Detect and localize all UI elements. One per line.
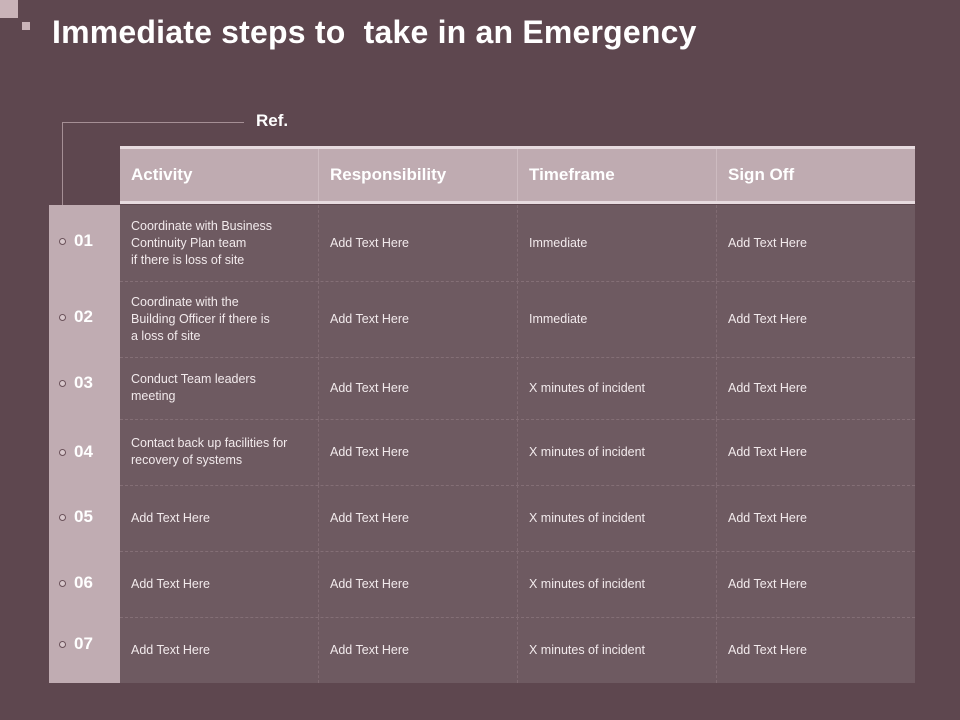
bullet-circle-icon [59,449,66,456]
activity-cell: Contact back up facilities for recovery of systems [120,419,319,485]
activity-cell: Coordinate with Business Continuity Plan team if there is loss of site [120,205,319,281]
activity-cell: Add Text Here [120,617,319,683]
timeframe-cell: Immediate [518,205,717,281]
ref-number: 04 [74,442,93,461]
ref-item [49,634,120,658]
corner-decoration-small [22,22,30,30]
bullet-circle-icon [59,314,66,321]
ref-item [49,573,120,597]
header-timeframe: Timeframe [518,149,717,201]
activity-cell: Add Text Here [120,551,319,617]
ref-label: Ref. [256,111,289,130]
corner-decoration-large [0,0,18,18]
signoff-cell: Add Text Here [728,444,807,459]
activity-cell: Conduct Team leaders meeting [120,357,319,419]
responsibility-cell: Add Text Here [319,485,518,551]
bullet-circle-icon [59,238,66,245]
timeframe-cell: Immediate [518,281,717,357]
signoff-cell: Add Text Here [728,510,807,525]
header-sign-off: Sign Off [728,165,795,184]
header-activity: Activity [120,149,319,201]
timeframe-cell: X minutes of incident [518,419,717,485]
table-row [120,617,915,683]
timeframe-cell: X minutes of incident [518,485,717,551]
timeframe-cell: X minutes of incident [518,617,717,683]
table-row [120,551,915,617]
ref-item [49,231,120,255]
ref-item [49,442,120,466]
signoff-cell: Add Text Here [728,235,807,250]
signoff-cell: Add Text Here [728,311,807,326]
timeframe-cell: X minutes of incident [518,551,717,617]
responsibility-cell: Add Text Here [319,205,518,281]
table-row [120,205,915,281]
ref-column [49,205,120,683]
ref-number: 02 [74,307,93,326]
responsibility-cell: Add Text Here [319,551,518,617]
responsibility-cell: Add Text Here [319,281,518,357]
table-row [120,281,915,357]
table-header [120,146,915,204]
ref-number: 07 [74,634,93,653]
table-row [120,357,915,419]
table-body [120,205,915,683]
signoff-cell: Add Text Here [728,642,807,657]
responsibility-cell: Add Text Here [319,617,518,683]
signoff-cell: Add Text Here [728,380,807,395]
ref-item [49,507,120,531]
page-title: Immediate steps to take in an Emergency [52,14,697,50]
bullet-circle-icon [59,514,66,521]
ref-number: 05 [74,507,93,526]
ref-number: 01 [74,231,93,250]
header-responsibility: Responsibility [319,149,518,201]
bullet-circle-icon [59,641,66,648]
responsibility-cell: Add Text Here [319,419,518,485]
ref-item [49,307,120,331]
table-row [120,485,915,551]
table-row [120,419,915,485]
ref-connector-vertical [62,122,63,206]
signoff-cell: Add Text Here [728,576,807,591]
bullet-circle-icon [59,380,66,387]
timeframe-cell: X minutes of incident [518,357,717,419]
activity-cell: Coordinate with the Building Officer if there is a loss of site [120,281,319,357]
bullet-circle-icon [59,580,66,587]
responsibility-cell: Add Text Here [319,357,518,419]
ref-item [49,373,120,397]
ref-connector-horizontal [62,122,244,123]
activity-cell: Add Text Here [120,485,319,551]
ref-number: 03 [74,373,93,392]
ref-number: 06 [74,573,93,592]
